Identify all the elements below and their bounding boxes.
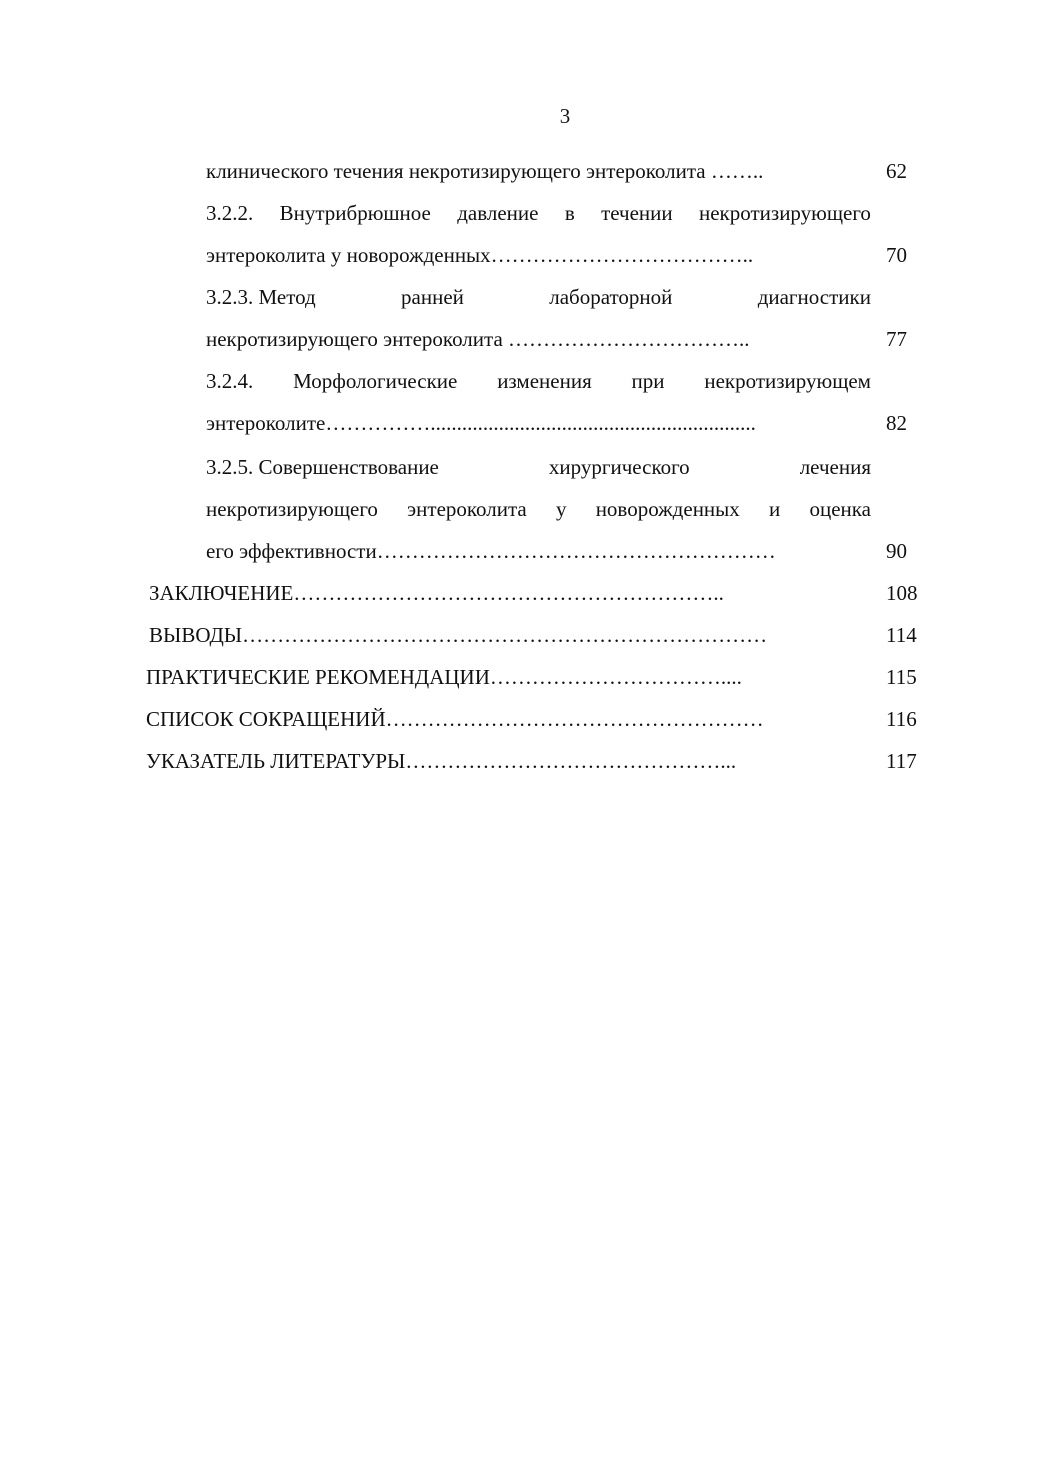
toc-entry-text [206, 493, 871, 525]
toc-word: и [769, 497, 781, 521]
toc-word: 3.2.4. [206, 369, 254, 393]
toc-word: 3.2.5. Совершенствование [206, 455, 439, 479]
toc-word: лечения [799, 455, 871, 479]
toc-line [0, 661, 1040, 693]
toc-word: энтероколита [407, 497, 527, 521]
toc-entry-page: 70 [886, 243, 907, 267]
toc-entry-page: 117 [886, 749, 917, 773]
toc-line [0, 365, 1040, 397]
toc-word: у [555, 497, 567, 521]
toc-entry-page: 115 [886, 665, 917, 689]
toc-entry-text: клинического течения некротизирующего энтероколита …….. [206, 159, 764, 183]
toc-entry-page: 62 [886, 159, 907, 183]
toc-line [0, 493, 1040, 525]
toc-entry-text: некротизирующего энтероколита …………………………….. [206, 327, 750, 351]
toc-word: оценка [809, 497, 871, 521]
toc-line [0, 323, 1040, 355]
toc-line [0, 155, 1040, 187]
toc-line [0, 703, 1040, 735]
toc-entry-text: ВЫВОДЫ………………………………………………………………… [149, 623, 768, 647]
toc-entry-page: 116 [886, 707, 917, 731]
toc-word: ранней [401, 285, 464, 309]
toc-entry-text: ЗАКЛЮЧЕНИЕ…………………………………………………….. [149, 581, 724, 605]
toc-line [0, 407, 1040, 439]
toc-word: Внутрибрюшное [279, 201, 431, 225]
toc-line [0, 451, 1040, 483]
toc-entry-text: энтероколите…………….............................................................. [206, 411, 756, 435]
toc-line [0, 281, 1040, 313]
toc-word: некротизирующего [699, 201, 871, 225]
toc-entry-page: 114 [886, 623, 917, 647]
toc-line [0, 197, 1040, 229]
toc-line [0, 239, 1040, 271]
toc-word: Морфологические [293, 369, 458, 393]
toc-word: диагностики [757, 285, 871, 309]
toc-entry-text: СПИСОК СОКРАЩЕНИЙ……………………………………………… [146, 707, 764, 731]
toc-line [0, 535, 1040, 567]
toc-entry-text: энтероколита у новорожденных……………………………….. [206, 243, 754, 267]
toc-entry-text [206, 365, 871, 397]
toc-entry-text [206, 281, 871, 313]
toc-entry-text: его эффективности………………………………………………… [206, 539, 776, 563]
toc-entry-text [206, 451, 871, 483]
toc-entry-page: 82 [886, 411, 907, 435]
toc-word: изменения [497, 369, 592, 393]
toc-word: 3.2.2. [206, 201, 254, 225]
toc-word: течении [601, 201, 673, 225]
toc-entry-text: ПРАКТИЧЕСКИЕ РЕКОМЕНДАЦИИ…………………………….... [146, 665, 742, 689]
toc-word: 3.2.3. Метод [206, 285, 316, 309]
toc-entry-page: 108 [886, 581, 918, 605]
toc-word: при [631, 369, 665, 393]
toc-word: хирургического [548, 455, 690, 479]
toc-line [0, 745, 1040, 777]
toc-line [0, 619, 1040, 651]
toc-line [0, 577, 1040, 609]
toc-word: новорожденных [595, 497, 740, 521]
toc-word: некротизирующем [704, 369, 871, 393]
toc-word: лабораторной [549, 285, 673, 309]
toc-word: в [564, 201, 575, 225]
page-number: 3 [559, 104, 571, 128]
toc-entry-text: УКАЗАТЕЛЬ ЛИТЕРАТУРЫ………………………………………... [146, 749, 737, 773]
toc-word: давление [457, 201, 539, 225]
toc-entry-page: 90 [886, 539, 907, 563]
toc-word: некротизирующего [206, 497, 378, 521]
toc-entry-page: 77 [886, 327, 907, 351]
toc-entry-text [206, 197, 871, 229]
